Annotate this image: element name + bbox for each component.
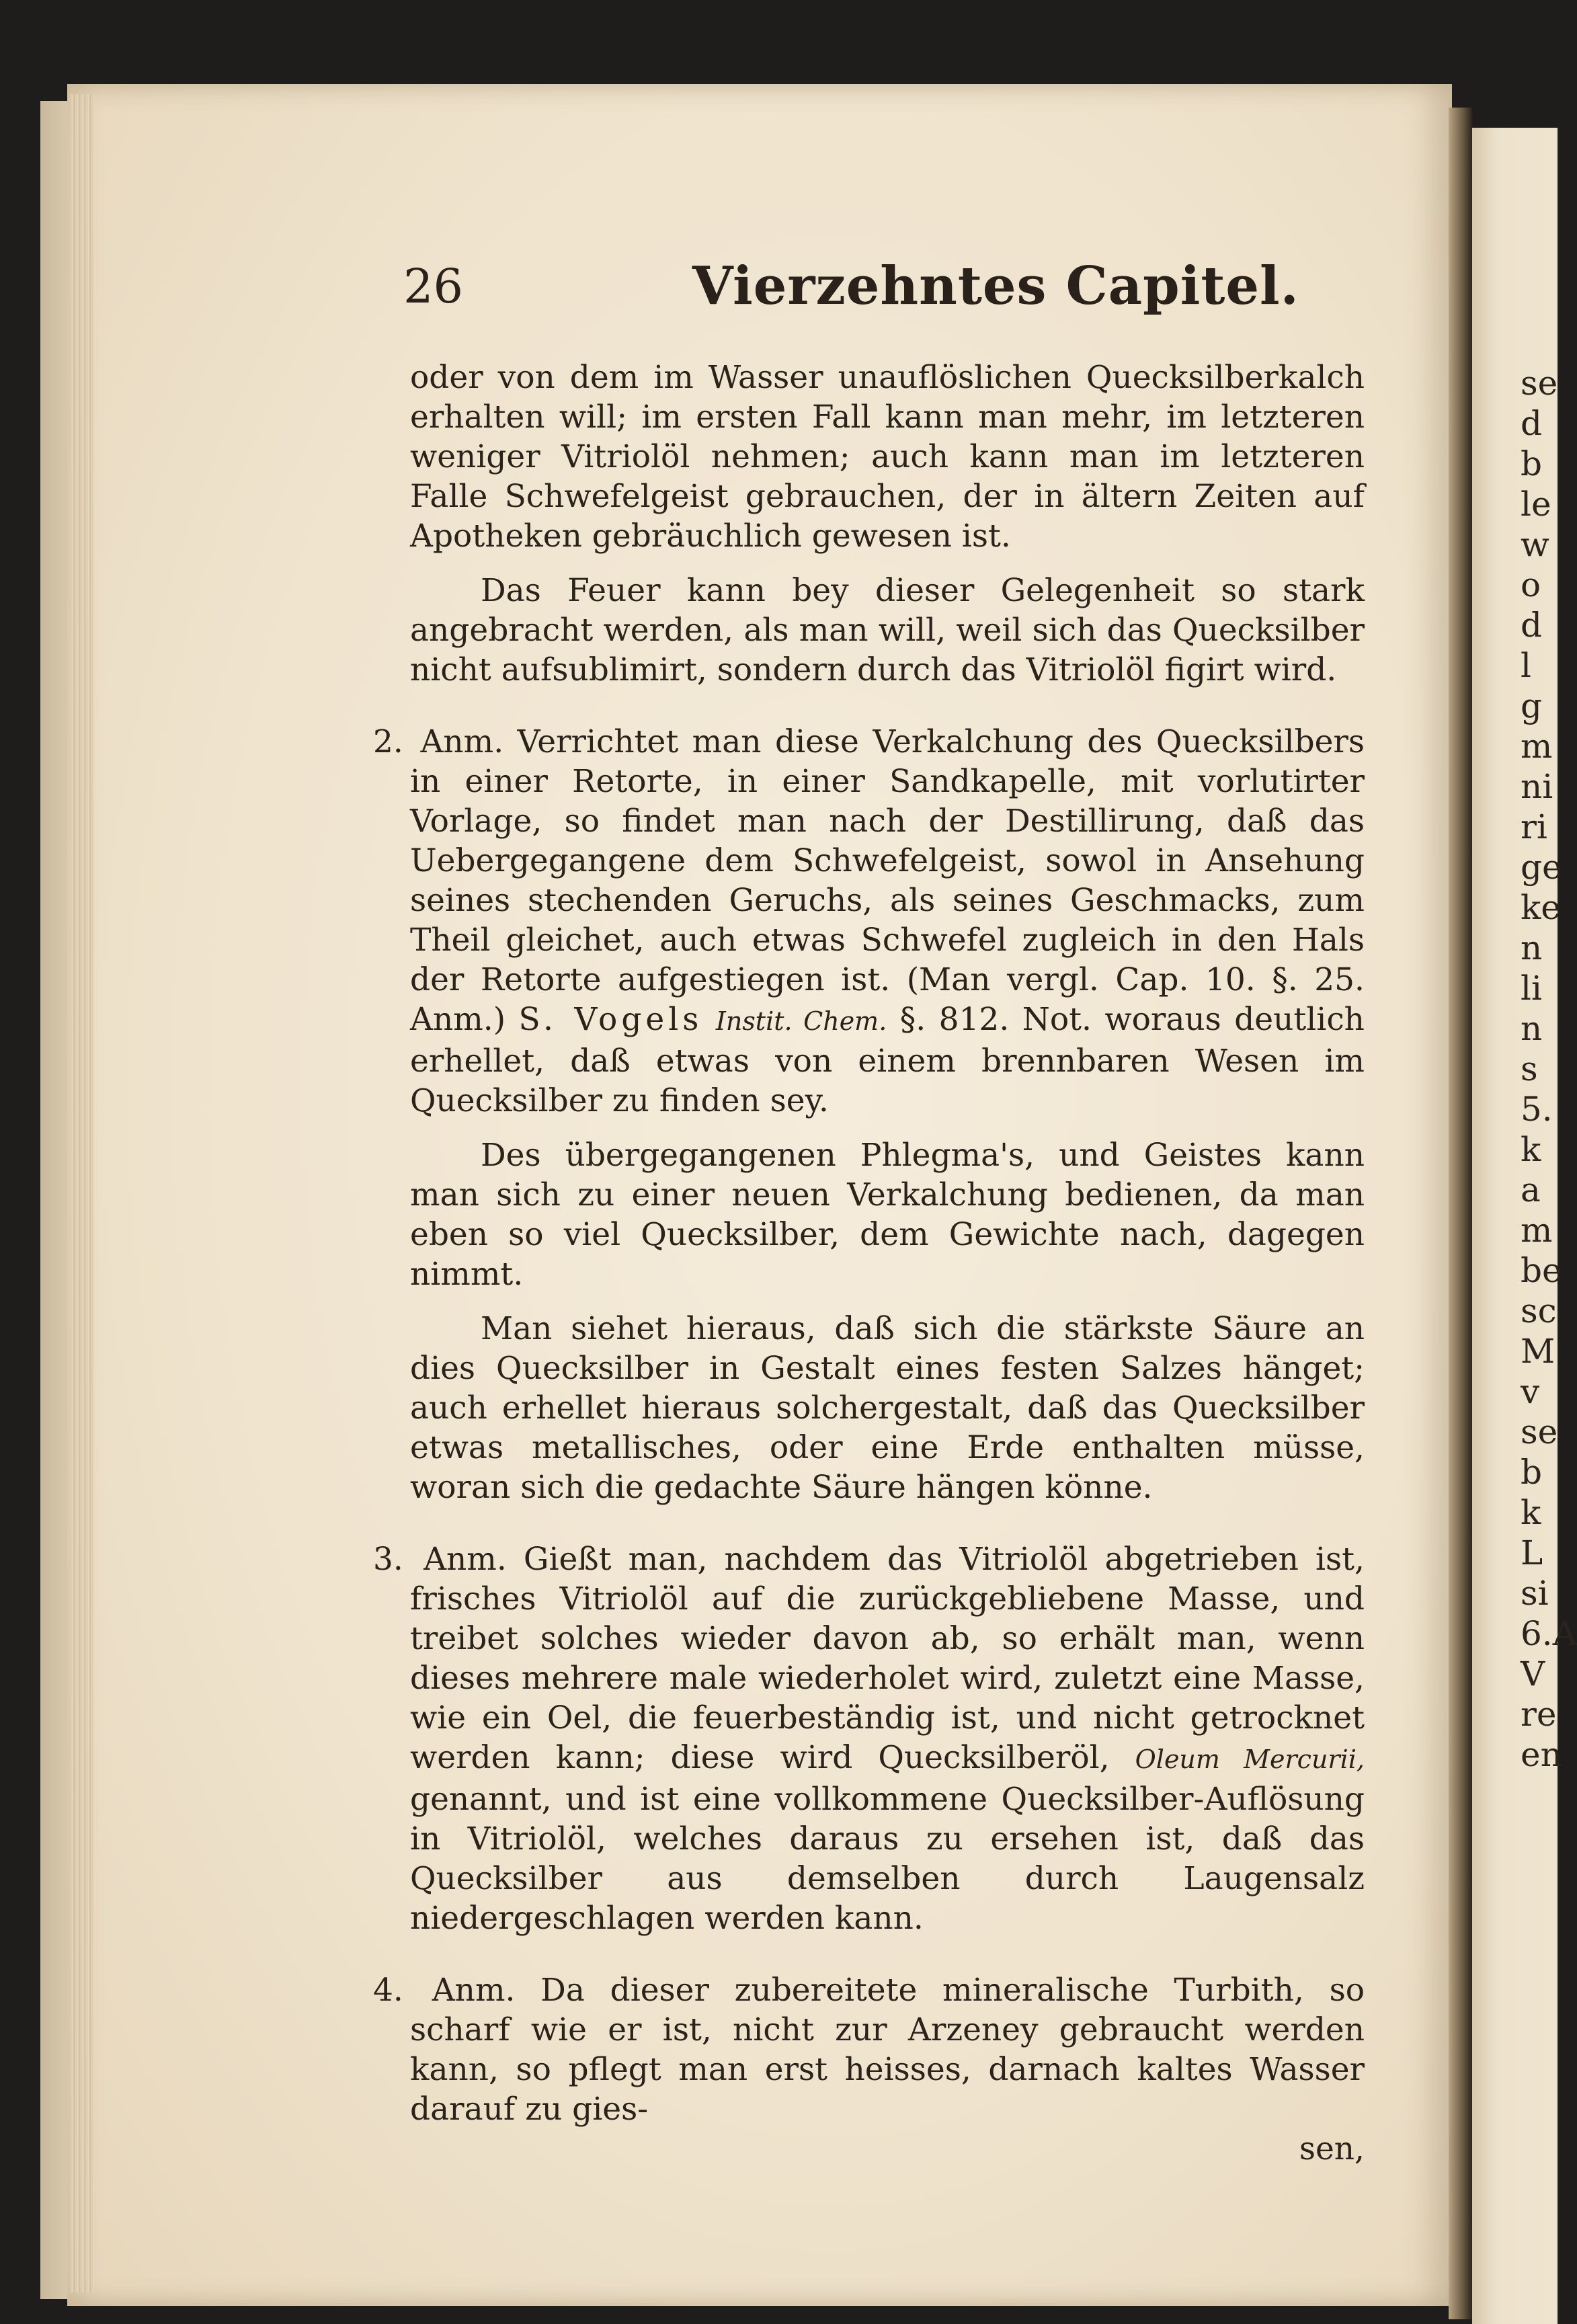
facing-page-fragment: b [1521,1453,1543,1492]
facing-page-fragment: ni [1521,767,1553,806]
paragraph-fire: Das Feuer kann bey dieser Gelegenheit so stark angebracht werden, als man will, weil sich das Quecksilber nicht aufsublimirt, sondern durch das Vitriolöl figirt wird. [410,572,1365,688]
facing-page-fragment: a [1521,1170,1541,1209]
facing-page-fragment: d [1521,404,1543,443]
facing-page-fragment: ri [1521,807,1547,846]
facing-page-fragment: n [1521,928,1543,967]
page-number: 26 [403,259,464,314]
note-3-latin: Oleum Mercurii, [1135,1745,1365,1774]
facing-page-fragment: 6.A [1521,1614,1577,1653]
paragraph-continuation: oder von dem im Wasser unauflöslichen Quecksilberkalch erhalten will; im ersten Fall kann man mehr, im letzteren weniger Vitriolöl nehmen; auch kann man im letzteren Falle Schwefelgeist gebrauchen, der in ältern Zeiten auf Apotheken gebräuchlich gewesen ist. [410,359,1365,555]
facing-page-fragment: si [1521,1574,1549,1613]
facing-page-fragment: w [1521,525,1549,564]
book-gutter [1449,108,1472,2319]
facing-page-fragment: en [1521,1735,1562,1774]
facing-page-fragment: m [1521,727,1553,766]
facing-page-fragment: M [1521,1332,1555,1371]
facing-page-fragment: se [1521,1412,1558,1451]
facing-page-fragment: o [1521,565,1541,604]
note-4-text: Anm. Da dieser zubereitete mineralische Turbith, so scharf wie er ist, nicht zur Arzeney gebraucht werden kann, so pflegt man erst heisses, darnach kaltes Wasser darauf zu gies- [410,1972,1365,2128]
note-2-citation: Instit. Chem. [715,1006,887,1036]
page-header [403,255,1412,319]
facing-page-fragment: m [1521,1211,1553,1250]
note-3-text-b: genannt, und ist eine vollkommene Quecksilber-Auflösung in Vitriolöl, welches daraus zu ersehen ist, daß das Quecksilber aus demselben durch Laugensalz niedergeschlagen werden kann. [410,1781,1365,1937]
facing-page-fragment: re [1521,1695,1557,1734]
facing-page-fragment: l [1521,646,1531,685]
main-text [373,358,1365,2169]
facing-page-fragment: se [1521,364,1558,403]
note-2 [373,722,1365,1121]
catchword: sen, [1299,2130,1365,2167]
note-number: 4. [373,1972,403,2009]
page-edges [71,94,94,2292]
paragraph-conclusion: Man siehet hieraus, daß sich die stärkste Säure an dies Quecksilber in Gestalt eines festen Salzes hänget; auch erhellet hieraus solchergestalt, daß das Quecksilber etwas metallisches, oder eine Erde enthalten müsse, woran sich die gedachte Säure hängen könne. [410,1310,1365,1506]
note-number: 3. [373,1541,403,1578]
note-2-text-a: Anm. Verrichtet man diese Verkalchung des Quecksilbers in einer Retorte, in einer Sandkapelle, mit vorlutirter Vorlage, so findet man nach der Destillirung, daß das Uebergegangene dem Schwefelgeist, sowol in Ansehung seines stechenden Geruchs, als seines Geschmacks, zum Theil gleichet, auch etwas Schwefel zugleich in den Hals der Retorte aufgestiegen ist. (Man vergl. Cap. 10. §. 25. Anm.) [410,723,1365,1038]
facing-page-fragment: k [1521,1130,1541,1169]
note-2-text-b: §. 812. Not. woraus deutlich erhellet, daß etwas von einem brennbaren Wesen im Quecksilber zu finden sey. [410,1001,1365,1119]
facing-page-fragment: be [1521,1251,1562,1290]
facing-page-fragment: L [1521,1533,1543,1572]
note-2-author: S. Vogels [518,1001,703,1038]
facing-page-fragment: sc [1521,1291,1557,1330]
facing-page-fragment: V [1521,1654,1545,1693]
running-title: Vierzehntes Capitel. [692,255,1299,317]
facing-page-fragment: le [1521,485,1551,524]
facing-page-text-fragments [1521,363,1577,1775]
facing-page-fragment: g [1521,686,1543,725]
facing-page-fragment: n [1521,1009,1543,1048]
facing-page-fragment: b [1521,444,1543,483]
paragraph-phlegma: Des übergegangenen Phlegma's, und Geistes kann man sich zu einer neuen Verkalchung bedienen, da man eben so viel Quecksilber, dem Gewichte nach, dagegen nimmt. [410,1137,1365,1293]
facing-page-fragment: v [1521,1372,1540,1411]
facing-page-fragment: d [1521,606,1543,645]
facing-page-fragment: ke [1521,888,1561,927]
note-number: 2. [373,723,403,760]
note-3-text-a: Anm. Gießt man, nachdem das Vitriolöl abgetrieben ist, frisches Vitriolöl auf die zurückgebliebene Masse, und treibet solches wieder davon ab, so erhält man, wenn dieses mehrere male wiederholet wird, zuletzt eine Masse, wie ein Oel, die feuerbeständig ist, und nicht getrocknet werden kann; diese wird Quecksilberöl, [410,1541,1365,1776]
facing-page-fragment: ge [1521,848,1562,887]
facing-page-fragment: k [1521,1493,1541,1532]
facing-page-fragment: li [1521,969,1542,1008]
facing-page-fragment: 5. [1521,1090,1553,1129]
note-4 [373,1970,1365,2129]
note-3 [373,1539,1365,1938]
facing-page-fragment: s [1521,1049,1538,1088]
